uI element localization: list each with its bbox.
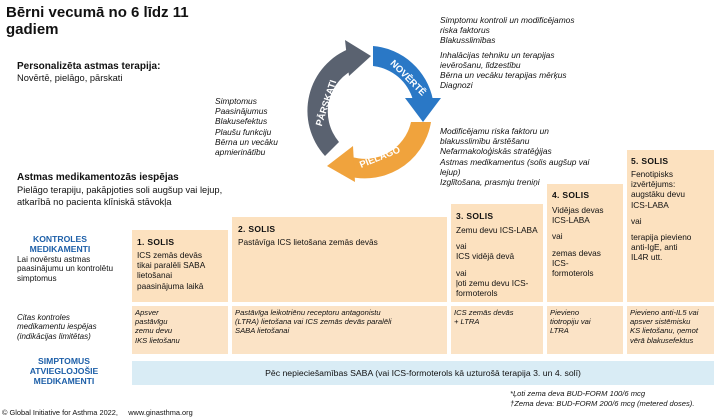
step-text: formoterols	[552, 268, 594, 279]
review-item: Blakusefektus	[215, 116, 268, 127]
assess-arrowhead	[405, 98, 441, 122]
step-text: Fenotipisks	[631, 169, 673, 179]
step-text: terapija pievieno	[631, 232, 692, 243]
other-controller-label: Citas kontroles medikamentu iespējas (indikācijas limitētas)	[17, 313, 97, 341]
review-item: Plaušu funkciju	[215, 126, 272, 137]
review-item: Paasinājumus	[215, 106, 268, 117]
step-3-main	[456, 225, 538, 298]
step-text: vai	[456, 241, 467, 252]
step-text: ICS vidējā devā	[456, 251, 515, 262]
assess-list	[440, 15, 575, 90]
step-text: lietošanai	[137, 270, 173, 281]
assess-label: NOVĒRTĒ	[387, 58, 428, 99]
other-text: pastāvīgu	[135, 317, 168, 327]
adjust-item: blakusslimību ārstēšanu	[440, 136, 530, 147]
adjust-label: PIELĀGO	[358, 144, 402, 171]
personalized-heading: Personalizēta astmas terapija:	[17, 61, 161, 72]
medications-heading: Astmas medikamentozās iespējas	[17, 172, 179, 183]
controller-sublabel: Lai novērstu astmas paasinājumu un kontrolētu simptomus	[17, 255, 114, 283]
credit-text: © Global Initiative for Asthma 2022, www.ginasthma.org	[2, 408, 193, 417]
assess-item: Simptomu kontroli un modificējamos	[440, 15, 575, 25]
other-text: IKS lietošanu	[135, 335, 180, 345]
step-text: ICS zemās devās	[137, 250, 203, 260]
step-4-head: 4. SOLIS	[552, 190, 590, 200]
other-text: Pievieno anti-IL5 vai	[630, 308, 699, 317]
other-text: Pastāvīga leikotriēnu receptoru antagonistu	[235, 308, 381, 317]
other-text: SABA lietošanai	[235, 326, 290, 336]
review-arrowhead	[345, 40, 371, 76]
step-2-main	[238, 237, 378, 247]
adjust-item: Modificējamu riska faktoru un	[440, 126, 549, 136]
step-text: formoterols	[456, 288, 498, 299]
step-text: Vidējas devas	[552, 205, 604, 215]
footnote-1: *Ļoti zema deva BUD-FORM 100/6 mcg	[510, 389, 646, 398]
review-label: PĀRSKATI	[313, 78, 340, 128]
assess-item: ievērošanu, līdzestību	[440, 59, 521, 70]
step-1-head: 1. SOLIS	[137, 237, 175, 247]
page-title: Bērni vecumā no 6 līdz 11 gadiem	[6, 4, 189, 38]
step-text: tikai paralēli SABA	[137, 260, 206, 271]
step-3-other	[451, 306, 543, 354]
adjust-list	[440, 126, 589, 187]
step-text: ICS-LABA	[631, 199, 669, 210]
adjust-item: Izglītošana, prasmju treniņi	[440, 177, 540, 188]
assess-item: Inhalācijas tehniku un terapijas	[440, 49, 555, 60]
controller-label: KONTROLES MEDIKAMENTI	[29, 234, 91, 254]
assess-item: Diagnozi	[440, 80, 473, 91]
step-text: anti-IgE, anti	[631, 242, 678, 253]
other-text: vērā blakusefektus	[630, 335, 694, 345]
step-text: vai	[456, 267, 467, 278]
other-text: + LTRA	[454, 317, 480, 327]
step-1-other	[132, 306, 228, 354]
step-text: paasinājuma laikā	[137, 280, 204, 291]
step-text: augstāku devu	[631, 189, 685, 200]
other-text: LTRA	[550, 326, 569, 336]
other-text: ICS zemās devās	[454, 308, 514, 317]
other-text: KS lietošanu, ņemot	[630, 326, 698, 336]
adjust-item: Nefarmakoloģiskās stratēģijas	[440, 146, 552, 157]
cycle-diagram	[293, 38, 443, 188]
other-text: Apsver	[135, 308, 159, 317]
step-2-other	[232, 306, 447, 354]
personalized-subtitle: Novērtē, pielāgo, pārskati	[17, 73, 123, 83]
step-text: vai	[552, 231, 563, 242]
other-text: tiotropiju vai	[550, 317, 591, 327]
step-3-head: 3. SOLIS	[456, 211, 494, 221]
assess-item: Blakusslimības	[440, 35, 496, 46]
other-text: Pievieno	[550, 308, 580, 317]
other-text: zemu devu	[135, 326, 173, 336]
step-5-other	[627, 306, 714, 354]
step-text: ICS-	[552, 257, 569, 268]
step-text: Zemu devu ICS-LABA	[456, 225, 538, 235]
assess-item: riska faktorus	[440, 25, 490, 36]
step-4-main	[552, 205, 604, 278]
review-list	[215, 96, 278, 157]
adjust-item: lejup)	[440, 166, 461, 177]
step-5-head: 5. SOLIS	[631, 156, 669, 166]
reliever-label: SIMPTOMUS ATVIEGLOJOŠIE MEDIKAMENTI	[29, 356, 99, 386]
adjust-item: Astmas medikamentus (solis augšup vai	[440, 156, 590, 167]
assess-item: Bērna un vecāku terapijas mērķus	[440, 70, 567, 81]
footnote-2: †Zema deva: BUD-FORM 200/6 mcg (metered doses).	[510, 399, 695, 408]
step-2-head: 2. SOLIS	[238, 224, 276, 234]
step-text: ICS-LABA	[552, 215, 590, 226]
step-1-main	[137, 250, 205, 291]
step-5-main	[631, 169, 691, 263]
step-text: IL4R utt.	[631, 252, 663, 263]
other-text: apsver sistēmisku	[630, 317, 691, 327]
medications-subtitle: Pielāgo terapiju, pakāpjoties soli augšup vai lejup, atkarībā no pacienta klīniskā stāvokļa	[17, 185, 223, 207]
other-text: (LTRA) lietošana vai ICS zemās devās paralēli	[235, 317, 392, 327]
step-4-other	[547, 306, 623, 354]
step-text: vai	[631, 215, 642, 226]
review-item: Bērna un vecāku	[215, 136, 278, 147]
review-item: apmierinātību	[215, 147, 266, 158]
step-text: Pastāvīga ICS lietošana zemās devās	[238, 237, 378, 247]
step-text: zemas devas	[552, 247, 601, 258]
reliever-bar: Pēc nepieciešamības SABA (vai ICS-formoterols kā uzturošā terapija 3. un 4. solī)	[132, 361, 714, 385]
step-text: ļoti zemu devu ICS-	[456, 277, 529, 288]
review-item: Simptomus	[215, 96, 257, 106]
step-text: izvērtējums:	[631, 179, 676, 190]
adjust-arrowhead	[327, 146, 355, 182]
